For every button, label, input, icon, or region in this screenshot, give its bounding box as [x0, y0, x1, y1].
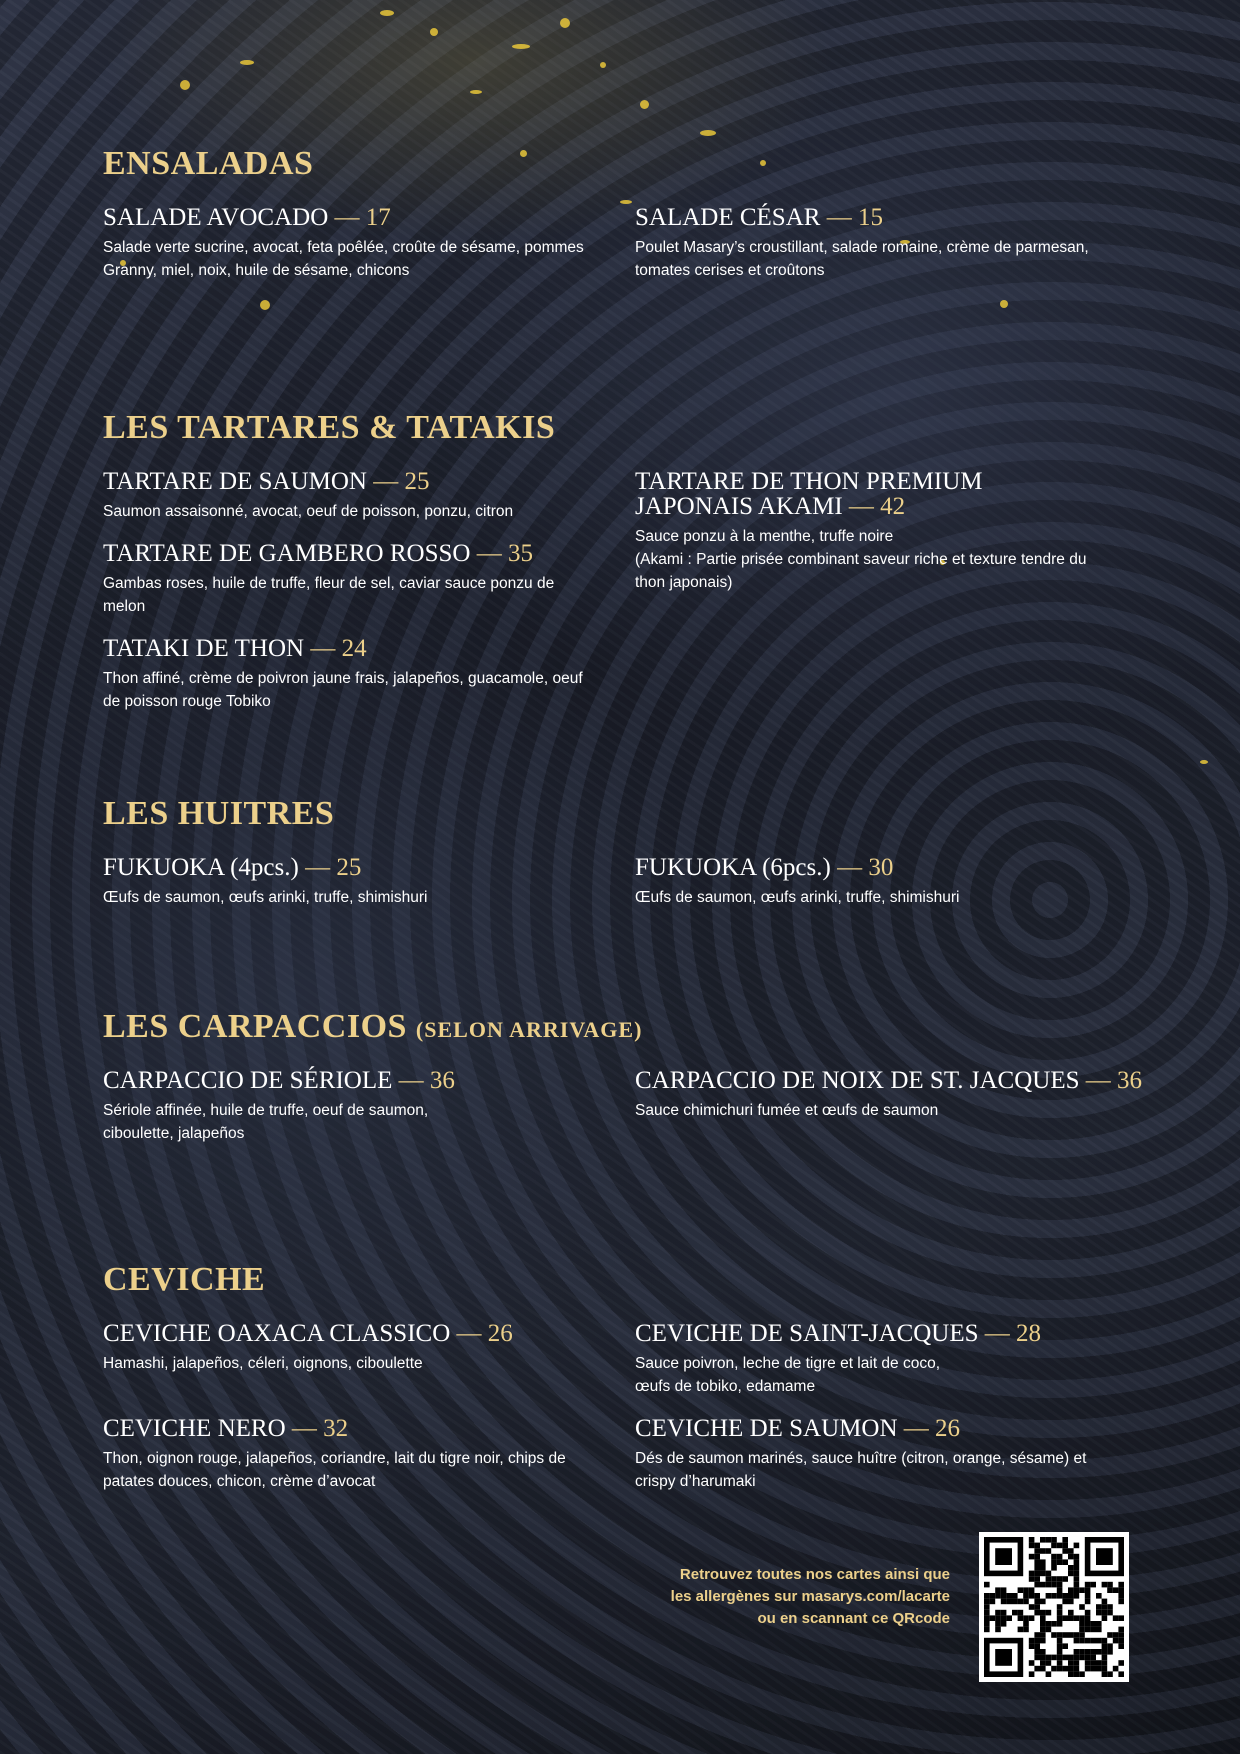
- section-title-ceviche: CEVICHE: [103, 1261, 266, 1298]
- item-name: CARPACCIO DE SÉRIOLE — 36: [103, 1067, 455, 1094]
- item-price: 25: [404, 468, 430, 495]
- menu-item: [103, 1321, 593, 1375]
- section-subtitle: (SELON ARRIVAGE): [415, 1017, 643, 1042]
- item-name: CEVICHE DE SAINT-JACQUES — 28: [635, 1320, 1042, 1347]
- item-description: Dés de saumon marinés, sauce huître (citron, orange, sésame) et crispy d’harumaki: [635, 1450, 1087, 1490]
- item-name: TATAKI DE THON — 24: [103, 635, 367, 662]
- menu-item: [103, 205, 593, 282]
- menu-item: [635, 469, 1115, 594]
- menu-item: [635, 1068, 1155, 1122]
- item-description: Thon, oignon rouge, jalapeños, coriandre, lait du tigre noir, chips de patates douces, chicon, crème d’avocat: [103, 1450, 566, 1490]
- item-name: FUKUOKA (4pcs.) — 25: [103, 854, 362, 881]
- item-price: 36: [1117, 1067, 1142, 1094]
- menu-item: [635, 855, 1125, 909]
- item-description-note: (Akami : Partie prisée combinant saveur riche et texture tendre du thon japonais): [635, 551, 1087, 591]
- item-name: CARPACCIO DE NOIX DE ST. JACQUES — 36: [635, 1067, 1142, 1094]
- menu-item: [635, 1321, 1125, 1398]
- menu-item: [103, 855, 593, 909]
- section-title-tartares: LES TARTARES & TATAKIS: [103, 409, 556, 446]
- item-price: 26: [935, 1415, 960, 1442]
- item-description: Poulet Masary’s croustillant, salade romaine, crème de parmesan, tomates cerises et croûtons: [635, 239, 1089, 279]
- item-price: 25: [336, 854, 362, 881]
- item-description: Saumon assaisonné, avocat, oeuf de poisson, ponzu, citron: [103, 503, 514, 520]
- item-price: 26: [487, 1320, 513, 1347]
- section-title-huitres: LES HUITRES: [103, 795, 335, 832]
- item-name: TARTARE DE SAUMON — 25: [103, 468, 430, 495]
- item-name: FUKUOKA (6pcs.) — 30: [635, 854, 894, 881]
- menu-item: [103, 469, 593, 523]
- item-price: 32: [323, 1415, 349, 1442]
- item-description: Salade verte sucrine, avocat, feta poêlée, croûte de sésame, pommes Granny, miel, noix, huile de sésame, chicons: [103, 239, 584, 279]
- item-description: Sériole affinée, huile de truffe, oeuf de saumon, ciboulette, jalapeños: [103, 1102, 429, 1142]
- menu-item: [103, 1416, 593, 1493]
- item-price: 36: [429, 1067, 455, 1094]
- section-title-ensaladas: ENSALADAS: [103, 145, 314, 182]
- section-title-carpaccios: LES CARPACCIOS (SELON ARRIVAGE): [103, 1008, 643, 1045]
- menu-item: [635, 1416, 1125, 1493]
- item-price: 15: [857, 204, 883, 231]
- item-description: Sauce chimichuri fumée et œufs de saumon: [635, 1102, 939, 1119]
- item-description: Gambas roses, huile de truffe, fleur de sel, caviar sauce ponzu de melon: [103, 575, 555, 615]
- item-name: SALADE CÉSAR — 15: [635, 204, 883, 231]
- item-description: Thon affiné, crème de poivron jaune frais, jalapeños, guacamole, oeuf de poisson rouge Tobiko: [103, 670, 583, 710]
- menu-item: [635, 205, 1125, 282]
- menu-link[interactable]: les allergènes sur masarys.com/lacarte: [670, 1588, 950, 1605]
- item-description: Sauce poivron, leche de tigre et lait de coco, œufs de tobiko, edamame: [635, 1355, 941, 1395]
- item-name: TARTARE DE THON PREMIUM JAPONAIS AKAMI — 42: [635, 468, 983, 520]
- qr-code[interactable]: [979, 1532, 1129, 1682]
- item-description: Hamashi, jalapeños, céleri, oignons, ciboulette: [103, 1355, 423, 1372]
- item-price: 24: [341, 635, 367, 662]
- item-price: 35: [507, 540, 533, 567]
- item-description: Œufs de saumon, œufs arinki, truffe, shimishuri: [103, 889, 428, 906]
- menu-item: [103, 636, 593, 713]
- item-description: Sauce ponzu à la menthe, truffe noire: [635, 528, 894, 545]
- item-description: Œufs de saumon, œufs arinki, truffe, shimishuri: [635, 889, 960, 906]
- qr-code-icon: [979, 1532, 1129, 1682]
- menu-item: [103, 1068, 593, 1145]
- item-name: CEVICHE OAXACA CLASSICO — 26: [103, 1320, 513, 1347]
- item-price: 42: [880, 493, 906, 520]
- item-name: CEVICHE DE SAUMON — 26: [635, 1415, 960, 1442]
- item-price: 17: [365, 204, 391, 231]
- item-name: SALADE AVOCADO — 17: [103, 204, 391, 231]
- item-name: TARTARE DE GAMBERO ROSSO — 35: [103, 540, 533, 567]
- item-name: CEVICHE NERO — 32: [103, 1415, 349, 1442]
- menu-item: [103, 541, 593, 618]
- qr-caption: Retrouvez toutes nos cartes ainsi que les allergènes sur masarys.com/lacarte ou en scannant ce QRcode: [620, 1564, 950, 1630]
- item-price: 30: [868, 854, 894, 881]
- item-price: 28: [1016, 1320, 1042, 1347]
